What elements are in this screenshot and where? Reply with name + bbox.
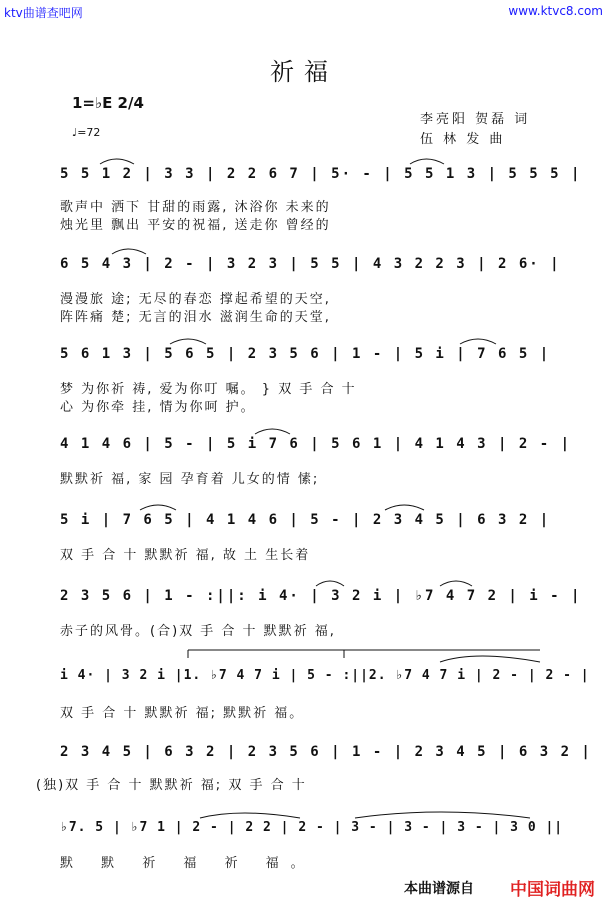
lyric-line: 烛光里 飘出 平安的祝福, 送走你 曾经的 xyxy=(60,218,331,233)
slur xyxy=(355,812,530,818)
notation-line: 2 3 5 6 | 1 - :||: i 4· | 3 2 i | ♭7 4 7 2 | i - | xyxy=(60,588,582,604)
lyric-line: 默 默 祈 福 祈 福。 xyxy=(60,856,316,871)
notation-line: ♭7. 5 | ♭7 1 | 2 - | 2 2 | 2 - | 3 - | 3 - | 3 - | 3 0 || xyxy=(60,820,564,835)
slur xyxy=(460,339,496,344)
slur xyxy=(200,813,300,818)
lyric-line: 漫漫旅 途; 无尽的春恋 撑起希望的天空, xyxy=(60,292,331,307)
lyric-line: 阵阵痛 楚; 无言的泪水 滋润生命的天堂, xyxy=(60,310,331,325)
lyric-line: 赤子的风骨。(合)双 手 合 十 默默祈 福, xyxy=(60,624,336,639)
notation-line: 5 6 1 3 | 5 6 5 | 2 3 5 6 | 1 - | 5 i | 7 6 5 | xyxy=(60,346,551,362)
footer-site-link[interactable]: 中国词曲网 xyxy=(510,880,595,900)
slur xyxy=(255,429,290,434)
composer-credit: 伍 林 发 曲 xyxy=(420,132,506,147)
lyric-line: 心 为你牵 挂, 情为你呵 护。 xyxy=(60,400,256,415)
notation-line: 6 5 4 3 | 2 - | 3 2 3 | 5 5 | 4 3 2 2 3 | 2 6· | xyxy=(60,256,561,272)
footer-source-label: 本曲谱源自 xyxy=(404,881,474,897)
slur xyxy=(410,159,444,164)
lyric-line: 歌声中 洒下 甘甜的雨露, 沐浴你 未来的 xyxy=(60,200,331,215)
slur xyxy=(385,505,424,510)
slur xyxy=(112,249,146,254)
slur xyxy=(440,581,472,586)
slur xyxy=(170,339,206,344)
slur xyxy=(140,505,176,510)
key-signature: 1=♭E 2/4 xyxy=(72,94,144,112)
lyric-line: 双 手 合 十 默默祈 福, 故 土 生长着 xyxy=(60,548,311,563)
notation-line: 5 5 1 2 | 3 3 | 2 2 6 7 | 5· - | 5 5 1 3 | 5 5 5 | xyxy=(60,166,582,182)
slur xyxy=(440,656,540,662)
notation-line: i 4· | 3 2 i |1. ♭7 4 7 i | 5 - :||2. ♭7 4 7 i | 2 - | 2 - | xyxy=(60,668,590,683)
song-title: 祈福 xyxy=(270,58,338,86)
lyric-line: 梦 为你祈 祷, 爱为你叮 嘱。 } 双 手 合 十 xyxy=(60,382,357,397)
notation-line: 5 i | 7 6 5 | 4 1 4 6 | 5 - | 2 3 4 5 | 6 3 2 | xyxy=(60,512,551,528)
slur xyxy=(316,581,344,586)
lyric-line: (独)双 手 合 十 默默祈 福; 双 手 合 十 xyxy=(36,778,307,793)
notation-line: 2 3 4 5 | 6 3 2 | 2 3 5 6 | 1 - | 2 3 4 5 | 6 3 2 | xyxy=(60,744,592,760)
lyric-line: 默默祈 福, 家 园 孕育着 儿女的情 愫; xyxy=(60,472,320,487)
lyricist-credit: 李亮阳 贺磊 词 xyxy=(420,112,531,127)
slur xyxy=(100,159,134,164)
lyric-line: 双 手 合 十 默默祈 福; 默默祈 福。 xyxy=(60,706,305,721)
tempo-marking: ♩=72 xyxy=(72,126,101,139)
watermark-left: ktv曲谱查吧网 xyxy=(4,6,83,20)
watermark-right: www.ktvc8.com xyxy=(508,4,603,18)
notation-line: 4 1 4 6 | 5 - | 5 i 7 6 | 5 6 1 | 4 1 4 3 | 2 - | xyxy=(60,436,572,452)
